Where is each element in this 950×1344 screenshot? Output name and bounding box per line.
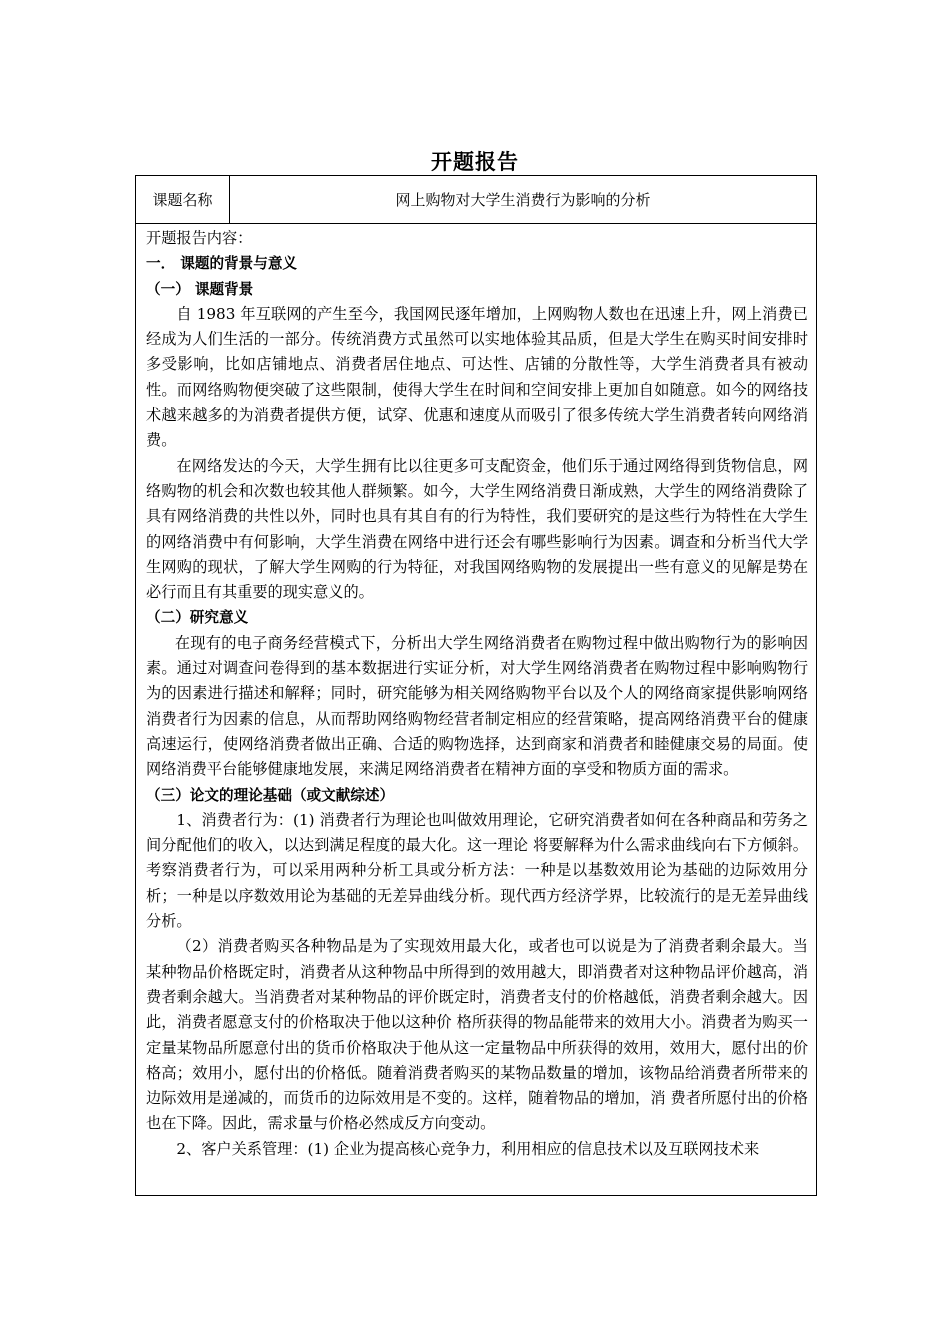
paragraph-crm: 2、客户关系管理：(1) 企业为提高核心竞争力，利用相应的信息技术以及互联网技术来 — [176, 1139, 760, 1158]
report-table — [135, 175, 817, 1196]
topic-value: 网上购物对大学生消费行为影响的分析 — [395, 191, 651, 209]
paragraph-consumer-behavior-2: （2）消费者购买各种物品是为了实现效用最大化，或者也可以说是为了消费者剩余最大。当某种物品价格既定时，消费者从这种物品中所得到的效用越大，即消费者对这种物品评价越高，消费者剩余越大。当消费者对某种物品的评价既定时，消费者支付的价格越低，消费者剩余越大。因此，消费者愿意支付的价格取决于他以这种价 格所获得的物品能带来的效用大小。消费者为购买一定量某物品所愿意付出的货币价格取决于他从这一定量物品中所获得的效用，效用大，愿付出的价格高；效用小，愿付出的价格低。随着消费者购买的某物品数量的增加，该物品给消费者所带来的边际效用是递减的，而货币的边际效用是不变的。这样，随着物品的增加，消 费者所愿付出的价格也在下降。因此，需求量与价格必然成反方向变动。 — [146, 937, 808, 1133]
paragraph-significance: 在现有的电子商务经营模式下，分析出大学生网络消费者在购物过程中做出购物行为的影响因素。通过对调查问卷得到的基本数据进行实证分析，对大学生网络消费者在购物过程中影响购物行为的因素进行描述和解释；同时，研究能够为相关网络购物平台以及个人的网络商家提供影响网络消费者行为因素的信息，从而帮助网络购物经营者制定相应的经营策略，提高网络消费平台的健康高速运行，使网络消费者做出正确、合适的购物选择，达到商家和消费者和睦健康交易的局面。使网络消费平台能够健康地发展，来满足网络消费者在精神方面的享受和物质方面的需求。 — [146, 633, 808, 779]
subsection-heading-significance: （二）研究意义 — [146, 609, 249, 627]
page-title: 开题报告 — [431, 149, 519, 174]
topic-row — [136, 176, 816, 224]
content-label: 开题报告内容： — [146, 229, 253, 247]
topic-label: 课题名称 — [136, 176, 230, 223]
paragraph-consumer-behavior-1: 1、消费者行为：(1) 消费者行为理论也叫做效用理论，它研究消费者如何在各种商品和劳务之间分配他们的收入，以达到满足程度的最大化。这一理论 将要解释为什么需求曲线向右下方倾斜。考察消费者行为，可以采用两种分析工具或分析方法：一种是以基数效用论为基础的边际效用分析；一种是以序数效用论为基础的无差异曲线分析。现代西方经济学界，比较流行的是无差异曲线分析。 — [146, 810, 808, 931]
report-content — [146, 226, 808, 1162]
section-heading-background: 一． 课题的背景与意义 — [146, 255, 298, 273]
paragraph-background-1: 自 1983 年互联网的产生至今，我国网民逐年增加，上网购物人数也在迅速上升，网上消费已经成为人们生活的一部分。传统消费方式虽然可以实地体验其品质，但是大学生在购买时间安排时多受影响，比如店铺地点、消费者居住地点、可达性、店铺的分散性等，大学生消费者具有被动性。而网络购物便突破了这些限制，使得大学生在时间和空间安排上更加自如随意。如今的网络技术越来越多的为消费者提供方便，试穿、优惠和速度从而吸引了很多传统大学生消费者转向网络消费。 — [146, 304, 808, 450]
paragraph-background-2: 在网络发达的今天，大学生拥有比以往更多可支配资金，他们乐于通过网络得到货物信息，网络购物的机会和次数也较其他人群频繁。如今，大学生网络消费日渐成熟，大学生的网络消费除了具有网络消费的共性以外，同时也具有其自有的行为特性，我们要研究的是这些行为特性在大学生的网络消费中有何影响，大学生消费在网络中进行还会有哪些影响行为因素。调查和分析当代大学生网购的现状，了解大学生网购的行为特征，对我国网络购物的发展提出一些有意义的见解是势在必行而且有其重要的现实意义的。 — [146, 456, 808, 602]
subsection-heading-background: （一） 课题背景 — [146, 280, 254, 298]
subsection-heading-theory: （三）论文的理论基础（或文献综述） — [146, 786, 395, 804]
